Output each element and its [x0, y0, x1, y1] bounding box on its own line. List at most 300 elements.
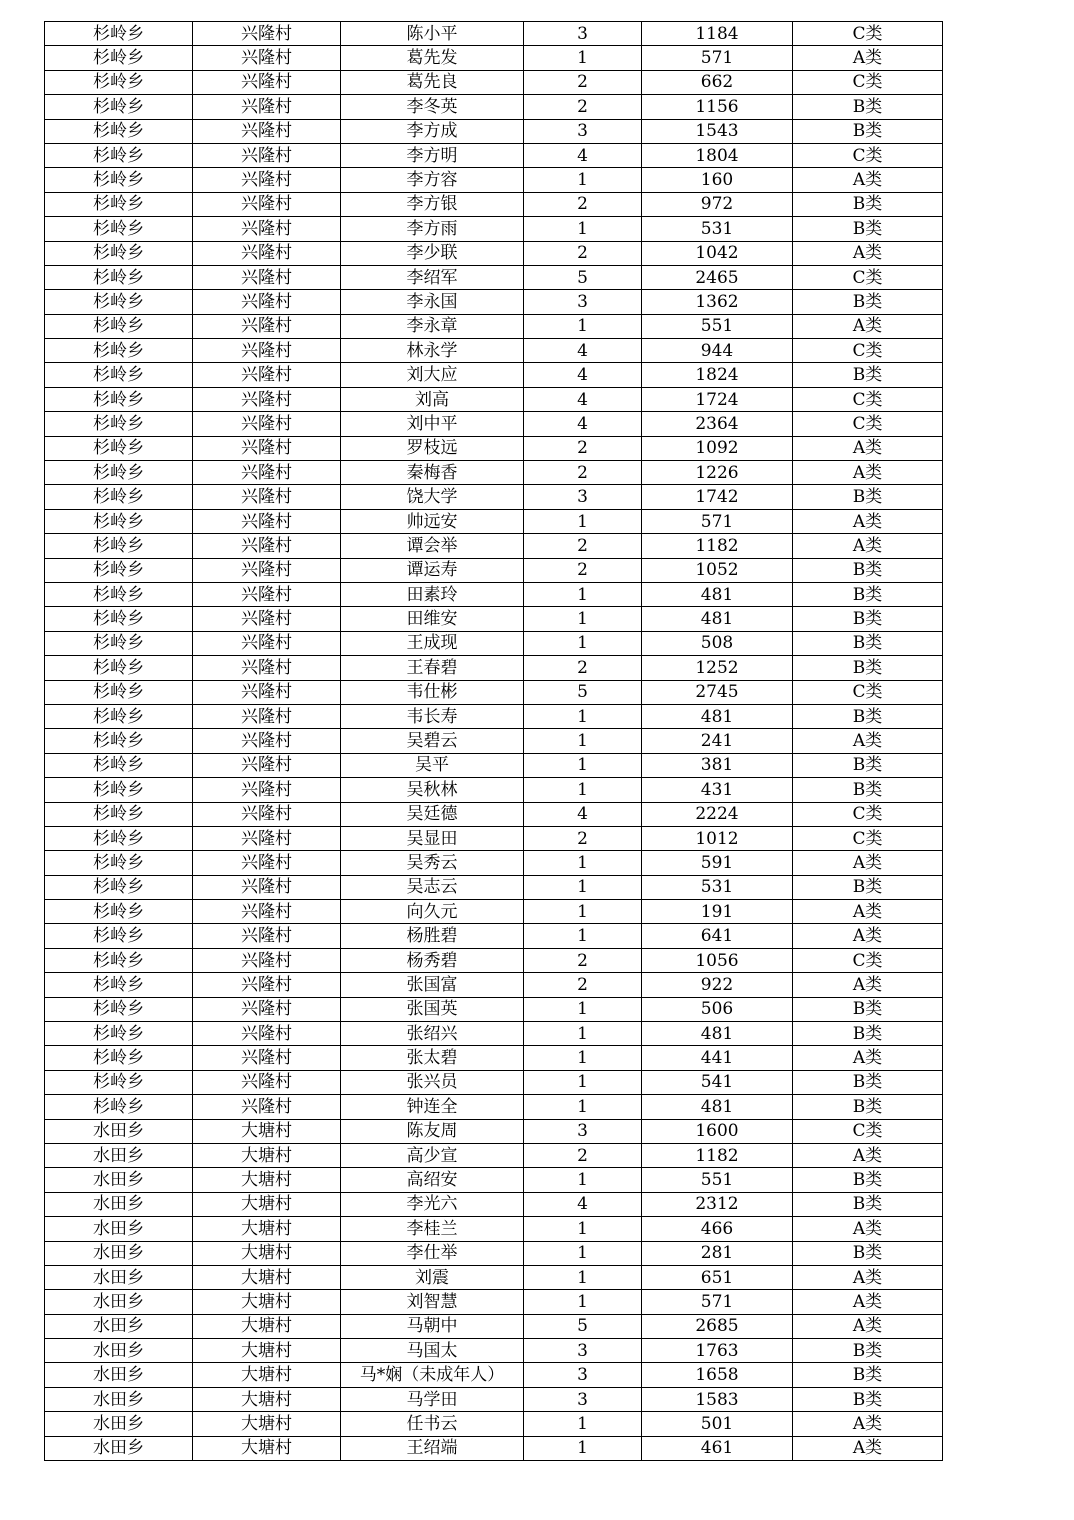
name-cell: 马国太: [341, 1339, 524, 1363]
table-row: [45, 387, 943, 411]
household-size-cell: 3: [524, 1119, 642, 1143]
amount-cell: 1056: [642, 948, 793, 972]
amount-cell: 551: [642, 314, 793, 338]
name-cell: 任书云: [341, 1412, 524, 1436]
category-cell: C类: [793, 387, 943, 411]
table-row: [45, 1022, 943, 1046]
township-cell: 杉岭乡: [45, 973, 193, 997]
table-row: [45, 1339, 943, 1363]
household-size-cell: 1: [524, 217, 642, 241]
amount-cell: 508: [642, 631, 793, 655]
amount-cell: 2745: [642, 680, 793, 704]
township-cell: 杉岭乡: [45, 875, 193, 899]
household-size-cell: 1: [524, 509, 642, 533]
table-row: [45, 168, 943, 192]
village-cell: 兴隆村: [193, 924, 341, 948]
table-row: [45, 1412, 943, 1436]
name-cell: 刘智慧: [341, 1290, 524, 1314]
name-cell: 张绍兴: [341, 1022, 524, 1046]
category-cell: B类: [793, 875, 943, 899]
amount-cell: 922: [642, 973, 793, 997]
household-size-cell: 2: [524, 70, 642, 94]
village-cell: 兴隆村: [193, 558, 341, 582]
table-row: [45, 46, 943, 70]
village-cell: 兴隆村: [193, 485, 341, 509]
table-row: [45, 1119, 943, 1143]
township-cell: 杉岭乡: [45, 95, 193, 119]
township-cell: 杉岭乡: [45, 558, 193, 582]
table-row: [45, 607, 943, 631]
township-cell: 杉岭乡: [45, 143, 193, 167]
amount-cell: 1658: [642, 1363, 793, 1387]
amount-cell: 651: [642, 1265, 793, 1289]
village-cell: 兴隆村: [193, 95, 341, 119]
household-size-cell: 1: [524, 1412, 642, 1436]
category-cell: A类: [793, 729, 943, 753]
township-cell: 杉岭乡: [45, 924, 193, 948]
amount-cell: 1092: [642, 436, 793, 460]
household-size-cell: 2: [524, 826, 642, 850]
table-row: [45, 217, 943, 241]
name-cell: 饶大学: [341, 485, 524, 509]
table-row: [45, 826, 943, 850]
table-row: [45, 314, 943, 338]
village-cell: 兴隆村: [193, 290, 341, 314]
name-cell: 帅远安: [341, 509, 524, 533]
table-row: [45, 1436, 943, 1460]
table-row: [45, 1217, 943, 1241]
township-cell: 杉岭乡: [45, 22, 193, 46]
category-cell: A类: [793, 436, 943, 460]
township-cell: 杉岭乡: [45, 680, 193, 704]
table-row: [45, 363, 943, 387]
table-row: [45, 1046, 943, 1070]
household-size-cell: 1: [524, 168, 642, 192]
amount-cell: 461: [642, 1436, 793, 1460]
household-size-cell: 2: [524, 192, 642, 216]
household-size-cell: 4: [524, 143, 642, 167]
village-cell: 兴隆村: [193, 119, 341, 143]
village-cell: 兴隆村: [193, 631, 341, 655]
household-size-cell: 5: [524, 1314, 642, 1338]
name-cell: 吴志云: [341, 875, 524, 899]
category-cell: B类: [793, 1022, 943, 1046]
table-row: [45, 1168, 943, 1192]
village-cell: 兴隆村: [193, 802, 341, 826]
category-cell: B类: [793, 1387, 943, 1411]
amount-cell: 551: [642, 1168, 793, 1192]
name-cell: 李仕举: [341, 1241, 524, 1265]
name-cell: 李绍军: [341, 265, 524, 289]
village-cell: 兴隆村: [193, 314, 341, 338]
amount-cell: 481: [642, 1095, 793, 1119]
category-cell: C类: [793, 143, 943, 167]
household-size-cell: 1: [524, 1265, 642, 1289]
table-row: [45, 1095, 943, 1119]
amount-cell: 481: [642, 607, 793, 631]
table-row: [45, 729, 943, 753]
category-cell: A类: [793, 851, 943, 875]
name-cell: 葛先发: [341, 46, 524, 70]
household-size-cell: 1: [524, 1217, 642, 1241]
township-cell: 杉岭乡: [45, 241, 193, 265]
village-cell: 大塘村: [193, 1290, 341, 1314]
category-cell: B类: [793, 778, 943, 802]
township-cell: 水田乡: [45, 1363, 193, 1387]
household-size-cell: 2: [524, 558, 642, 582]
household-size-cell: 2: [524, 973, 642, 997]
category-cell: A类: [793, 1046, 943, 1070]
name-cell: 杨秀碧: [341, 948, 524, 972]
amount-cell: 1042: [642, 241, 793, 265]
household-size-cell: 2: [524, 656, 642, 680]
household-size-cell: 3: [524, 485, 642, 509]
category-cell: C类: [793, 265, 943, 289]
amount-cell: 531: [642, 875, 793, 899]
township-cell: 杉岭乡: [45, 607, 193, 631]
amount-cell: 972: [642, 192, 793, 216]
household-size-cell: 5: [524, 265, 642, 289]
name-cell: 谭会举: [341, 534, 524, 558]
village-cell: 兴隆村: [193, 607, 341, 631]
township-cell: 杉岭乡: [45, 387, 193, 411]
table-row: [45, 802, 943, 826]
household-size-cell: 3: [524, 1339, 642, 1363]
township-cell: 杉岭乡: [45, 217, 193, 241]
category-cell: B类: [793, 997, 943, 1021]
village-cell: 兴隆村: [193, 265, 341, 289]
table-body: [45, 22, 943, 1461]
category-cell: A类: [793, 1314, 943, 1338]
category-cell: C类: [793, 412, 943, 436]
township-cell: 杉岭乡: [45, 290, 193, 314]
household-size-cell: 1: [524, 704, 642, 728]
township-cell: 杉岭乡: [45, 1046, 193, 1070]
household-size-cell: 1: [524, 924, 642, 948]
village-cell: 大塘村: [193, 1339, 341, 1363]
table-row: [45, 948, 943, 972]
category-cell: A类: [793, 1290, 943, 1314]
name-cell: 张国富: [341, 973, 524, 997]
township-cell: 杉岭乡: [45, 461, 193, 485]
amount-cell: 1600: [642, 1119, 793, 1143]
household-size-cell: 2: [524, 1143, 642, 1167]
household-size-cell: 1: [524, 851, 642, 875]
name-cell: 钟连全: [341, 1095, 524, 1119]
table-row: [45, 997, 943, 1021]
table-row: [45, 290, 943, 314]
village-cell: 兴隆村: [193, 412, 341, 436]
township-cell: 杉岭乡: [45, 534, 193, 558]
category-cell: B类: [793, 485, 943, 509]
village-cell: 兴隆村: [193, 778, 341, 802]
household-size-cell: 2: [524, 534, 642, 558]
township-cell: 杉岭乡: [45, 192, 193, 216]
category-cell: C类: [793, 802, 943, 826]
name-cell: 韦仕彬: [341, 680, 524, 704]
household-size-cell: 1: [524, 1436, 642, 1460]
township-cell: 杉岭乡: [45, 802, 193, 826]
table-row: [45, 631, 943, 655]
name-cell: 向久元: [341, 900, 524, 924]
village-cell: 兴隆村: [193, 753, 341, 777]
name-cell: 吴平: [341, 753, 524, 777]
village-cell: 兴隆村: [193, 1046, 341, 1070]
category-cell: C类: [793, 1119, 943, 1143]
amount-cell: 1724: [642, 387, 793, 411]
village-cell: 兴隆村: [193, 826, 341, 850]
table-row: [45, 924, 943, 948]
table-row: [45, 704, 943, 728]
table-row: [45, 1363, 943, 1387]
name-cell: 杨胜碧: [341, 924, 524, 948]
household-size-cell: 4: [524, 802, 642, 826]
amount-cell: 541: [642, 1070, 793, 1094]
amount-cell: 1583: [642, 1387, 793, 1411]
category-cell: A类: [793, 168, 943, 192]
amount-cell: 662: [642, 70, 793, 94]
name-cell: 李方明: [341, 143, 524, 167]
amount-cell: 1182: [642, 1143, 793, 1167]
household-size-cell: 1: [524, 582, 642, 606]
household-size-cell: 1: [524, 900, 642, 924]
table-row: [45, 436, 943, 460]
amount-cell: 160: [642, 168, 793, 192]
table-row: [45, 900, 943, 924]
table-row: [45, 1192, 943, 1216]
village-cell: 兴隆村: [193, 241, 341, 265]
category-cell: B类: [793, 582, 943, 606]
household-size-cell: 3: [524, 22, 642, 46]
name-cell: 吴秀云: [341, 851, 524, 875]
village-cell: 兴隆村: [193, 217, 341, 241]
amount-cell: 241: [642, 729, 793, 753]
category-cell: B类: [793, 119, 943, 143]
category-cell: B类: [793, 217, 943, 241]
amount-cell: 1742: [642, 485, 793, 509]
township-cell: 杉岭乡: [45, 119, 193, 143]
category-cell: A类: [793, 973, 943, 997]
category-cell: C类: [793, 22, 943, 46]
category-cell: B类: [793, 192, 943, 216]
village-cell: 兴隆村: [193, 143, 341, 167]
name-cell: 张国英: [341, 997, 524, 1021]
category-cell: B类: [793, 656, 943, 680]
name-cell: 田素玲: [341, 582, 524, 606]
village-cell: 兴隆村: [193, 900, 341, 924]
village-cell: 兴隆村: [193, 534, 341, 558]
household-size-cell: 1: [524, 1022, 642, 1046]
village-cell: 大塘村: [193, 1119, 341, 1143]
household-size-cell: 1: [524, 314, 642, 338]
household-size-cell: 3: [524, 1363, 642, 1387]
household-size-cell: 1: [524, 1046, 642, 1070]
amount-cell: 506: [642, 997, 793, 1021]
category-cell: A类: [793, 900, 943, 924]
village-cell: 兴隆村: [193, 1070, 341, 1094]
township-cell: 杉岭乡: [45, 948, 193, 972]
amount-cell: 571: [642, 46, 793, 70]
category-cell: C类: [793, 948, 943, 972]
table-row: [45, 875, 943, 899]
name-cell: 马朝中: [341, 1314, 524, 1338]
category-cell: A类: [793, 1265, 943, 1289]
household-size-cell: 1: [524, 753, 642, 777]
table-row: [45, 851, 943, 875]
name-cell: 李少联: [341, 241, 524, 265]
household-size-cell: 2: [524, 95, 642, 119]
township-cell: 杉岭乡: [45, 778, 193, 802]
township-cell: 水田乡: [45, 1143, 193, 1167]
village-cell: 大塘村: [193, 1412, 341, 1436]
category-cell: A类: [793, 924, 943, 948]
table-row: [45, 70, 943, 94]
category-cell: B类: [793, 1363, 943, 1387]
township-cell: 杉岭乡: [45, 168, 193, 192]
village-cell: 大塘村: [193, 1314, 341, 1338]
table-row: [45, 1290, 943, 1314]
household-size-cell: 1: [524, 46, 642, 70]
village-cell: 兴隆村: [193, 851, 341, 875]
township-cell: 水田乡: [45, 1339, 193, 1363]
name-cell: 王春碧: [341, 656, 524, 680]
township-cell: 杉岭乡: [45, 582, 193, 606]
name-cell: 高绍安: [341, 1168, 524, 1192]
table-row: [45, 1314, 943, 1338]
name-cell: 李方容: [341, 168, 524, 192]
category-cell: A类: [793, 314, 943, 338]
amount-cell: 1052: [642, 558, 793, 582]
table-row: [45, 95, 943, 119]
table-row: [45, 119, 943, 143]
name-cell: 林永学: [341, 339, 524, 363]
township-cell: 杉岭乡: [45, 656, 193, 680]
table-row: [45, 339, 943, 363]
amount-cell: 1184: [642, 22, 793, 46]
village-cell: 兴隆村: [193, 1022, 341, 1046]
village-cell: 大塘村: [193, 1143, 341, 1167]
name-cell: 李方成: [341, 119, 524, 143]
name-cell: 马学田: [341, 1387, 524, 1411]
household-size-cell: 5: [524, 680, 642, 704]
township-cell: 杉岭乡: [45, 900, 193, 924]
table-row: [45, 1265, 943, 1289]
village-cell: 大塘村: [193, 1241, 341, 1265]
village-cell: 兴隆村: [193, 363, 341, 387]
name-cell: 李永章: [341, 314, 524, 338]
category-cell: C类: [793, 680, 943, 704]
table-row: [45, 656, 943, 680]
amount-cell: 1804: [642, 143, 793, 167]
township-cell: 水田乡: [45, 1412, 193, 1436]
category-cell: C类: [793, 70, 943, 94]
household-size-cell: 1: [524, 778, 642, 802]
amount-cell: 571: [642, 1290, 793, 1314]
household-size-cell: 3: [524, 290, 642, 314]
name-cell: 吴显田: [341, 826, 524, 850]
amount-cell: 1543: [642, 119, 793, 143]
household-size-cell: 1: [524, 1070, 642, 1094]
township-cell: 水田乡: [45, 1119, 193, 1143]
village-cell: 兴隆村: [193, 46, 341, 70]
amount-cell: 1252: [642, 656, 793, 680]
amount-cell: 944: [642, 339, 793, 363]
name-cell: 葛先良: [341, 70, 524, 94]
name-cell: 马*娴（未成年人）: [341, 1363, 524, 1387]
household-size-cell: 1: [524, 729, 642, 753]
village-cell: 兴隆村: [193, 461, 341, 485]
household-size-cell: 3: [524, 1387, 642, 1411]
table-row: [45, 558, 943, 582]
amount-cell: 281: [642, 1241, 793, 1265]
township-cell: 水田乡: [45, 1290, 193, 1314]
name-cell: 秦梅香: [341, 461, 524, 485]
amount-cell: 1763: [642, 1339, 793, 1363]
household-size-cell: 3: [524, 119, 642, 143]
category-cell: A类: [793, 461, 943, 485]
name-cell: 高少宣: [341, 1143, 524, 1167]
township-cell: 杉岭乡: [45, 753, 193, 777]
name-cell: 罗枝远: [341, 436, 524, 460]
village-cell: 兴隆村: [193, 948, 341, 972]
category-cell: C类: [793, 339, 943, 363]
amount-cell: 1012: [642, 826, 793, 850]
amount-cell: 2224: [642, 802, 793, 826]
village-cell: 兴隆村: [193, 973, 341, 997]
township-cell: 杉岭乡: [45, 997, 193, 1021]
name-cell: 李桂兰: [341, 1217, 524, 1241]
household-size-cell: 1: [524, 997, 642, 1021]
village-cell: 兴隆村: [193, 339, 341, 363]
category-cell: B类: [793, 1241, 943, 1265]
category-cell: B类: [793, 363, 943, 387]
table-row: [45, 1070, 943, 1094]
table-row: [45, 680, 943, 704]
township-cell: 杉岭乡: [45, 339, 193, 363]
name-cell: 刘中平: [341, 412, 524, 436]
name-cell: 李方银: [341, 192, 524, 216]
table-row: [45, 485, 943, 509]
household-size-cell: 4: [524, 1192, 642, 1216]
township-cell: 杉岭乡: [45, 46, 193, 70]
amount-cell: 531: [642, 217, 793, 241]
name-cell: 谭运寿: [341, 558, 524, 582]
category-cell: C类: [793, 826, 943, 850]
amount-cell: 481: [642, 704, 793, 728]
household-size-cell: 1: [524, 1095, 642, 1119]
household-size-cell: 2: [524, 461, 642, 485]
village-cell: 兴隆村: [193, 704, 341, 728]
table-row: [45, 241, 943, 265]
household-size-cell: 1: [524, 875, 642, 899]
township-cell: 水田乡: [45, 1217, 193, 1241]
category-cell: A类: [793, 1217, 943, 1241]
category-cell: B类: [793, 1192, 943, 1216]
township-cell: 杉岭乡: [45, 851, 193, 875]
table-row: [45, 1241, 943, 1265]
amount-cell: 1226: [642, 461, 793, 485]
amount-cell: 571: [642, 509, 793, 533]
village-cell: 兴隆村: [193, 1095, 341, 1119]
name-cell: 王绍端: [341, 1436, 524, 1460]
name-cell: 田维安: [341, 607, 524, 631]
name-cell: 陈小平: [341, 22, 524, 46]
township-cell: 水田乡: [45, 1168, 193, 1192]
household-size-cell: 1: [524, 1241, 642, 1265]
township-cell: 杉岭乡: [45, 1022, 193, 1046]
amount-cell: 481: [642, 1022, 793, 1046]
amount-cell: 2685: [642, 1314, 793, 1338]
